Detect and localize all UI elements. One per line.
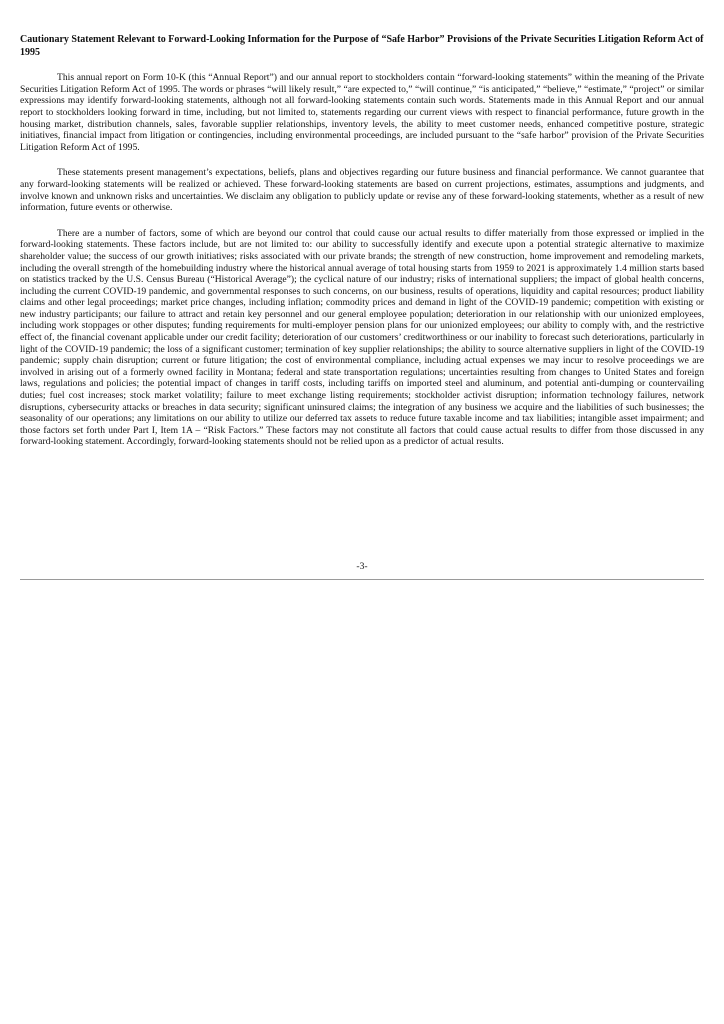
document-body (20, 34, 704, 462)
paragraph-risk-factors: There are a number of factors, some of which are beyond our control that could cause our actual results to differ materially from those expressed or implied in the forward-looking statements. These factors include, but are not limited to: our ability to successfully identify and execute upon a potential strategic alternative to maximize shareholder value; the success of our growth initiatives; risks associated with our private brands; the strength of new construction, home improvement and remodeling markets, including the overall strength of the homebuilding industry where the historical annual average of total housing starts from 1959 to 2021 is approximately 1.4 million starts based on statistics tracked by the U.S. Census Bureau (“Historical Average”); the cyclical nature of our industry; risks of international suppliers; the impact of global health concerns, including the current COVID-19 pandemic, and governmental responses to such concerns, on our business, results of operations, liquidity and capital resources; product liability claims and other legal proceedings; market price changes, including inflation; commodity prices and demand in light of the COVID-19 pandemic; competition with existing or new industry participants; our failure to attract and retain key personnel and our general employee population; deterioration in our relationship with our unionized employees, including work stoppages or other disputes; funding requirements for multi-employer pension plans for our unionized employees; our ability to comply with, and the restrictive effect of, the financial covenant applicable under our credit facility; deterioration of our customers’ creditworthiness or our inability to forecast such deteriorations, particularly in light of the COVID-19 pandemic; the loss of a significant customer; termination of key supplier relationships; the ability to source alternative suppliers in light of the COVID-19 pandemic; supply chain disruption; current or future litigation; the cost of environmental compliance, including actual expenses we may incur to resolve proceedings we are involved in arising out of a formerly owned facility in Montana; federal and state transportation regulations; uncertainties resulting from changes to United States and foreign laws, regulations and policies; the potential impact of changes in tariff costs, including tariffs on imported steel and aluminum, and potential anti-dumping or countervailing duties; fuel cost increases; stock market volatility; failure to meet exchange listing requirements; stockholder activist disruption; information technology failures, network disruptions, cybersecurity attacks or breaches in data security; significant uninsured claims; the integration of any business we acquire and the liabilities of such businesses; the seasonality of our operations; any limitations on our ability to utilize our deferred tax assets to reduce future taxable income and tax liabilities; intangible asset impairment; and those factors set forth under Part I, Item 1A – “Risk Factors.” These factors may not constitute all factors that could cause actual results to differ from those discussed in any forward-looking statement. Accordingly, forward-looking statements should not be relied upon as a predictor of actual results. (20, 227, 704, 448)
page-divider (20, 579, 704, 580)
section-heading: Cautionary Statement Relevant to Forward-Looking Information for the Purpose of “Safe Harbor” Provisions of the Private Securities Litigation Reform Act of 1995 (20, 34, 704, 58)
page-number: -3- (356, 561, 368, 572)
paragraph-management-expectations: These statements present management’s expectations, beliefs, plans and objectives regarding our future business and financial performance. We cannot guarantee that any forward-looking statements will be realized or achieved. These forward-looking statements are based on current projections, estimates, assumptions and judgments, and involve known and unknown risks and uncertainties. We disclaim any obligation to publicly update or revise any of these forward-looking statements, whether as a result of new information, future events or otherwise. (20, 167, 704, 214)
paragraph-forward-looking-intro: This annual report on Form 10-K (this “Annual Report”) and our annual report to stockholders contain “forward-looking statements” within the meaning of the Private Securities Litigation Reform Act of 1995. The words or phrases “will likely result,” “are expected to,” “will continue,” “is anticipated,” “believe,” “estimate,” “project” or similar expressions may identify forward-looking statements, although not all forward-looking statements contain such words. Statements made in this Annual Report and our annual report to stockholders looking forward in time, including, but not limited to, statements regarding our current views with respect to financial performance, future growth in the housing market, distribution channels, sales, favorable supplier relationships, inventory levels, the ability to meet customer needs, enhanced competitive posture, strategic initiatives, financial impact from litigation or contingencies, including environmental proceedings, are included pursuant to the “safe harbor” provision of the Private Securities Litigation Reform Act of 1995. (20, 72, 704, 153)
